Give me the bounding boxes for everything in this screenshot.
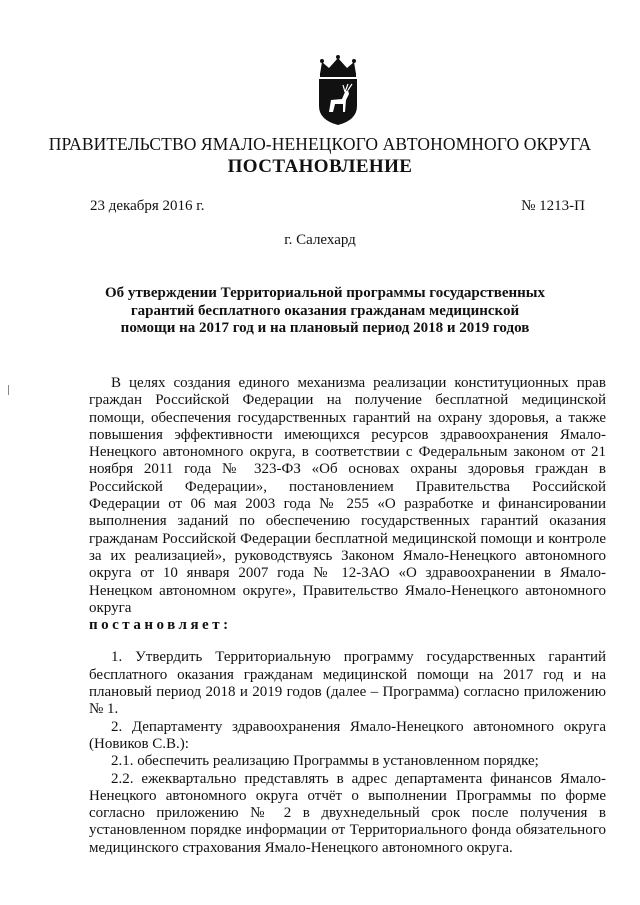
document-date: 23 декабря 2016 г. <box>90 198 205 214</box>
document-title-line: гарантий бесплатного оказания гражданам медицинской <box>130 302 520 319</box>
document-number: № 1213-П <box>521 198 585 214</box>
margin-mark <box>8 385 9 395</box>
document-city: г. Салехард <box>284 232 356 248</box>
item-2-1: 2.1. обеспечить реализацию Программы в установленном порядке; <box>111 753 539 770</box>
document-body <box>89 375 606 857</box>
item-1: 1. Утвердить Территориальную программу государственных гарантий бесплатного оказания гражданам медицинской помощи на 2017 год и на плановый период 2018 и 2019 годов (далее – Программа) согласно приложению № 1. <box>89 649 606 718</box>
item-2-2: 2.2. ежеквартально представлять в адрес департамента финансов Ямало-Ненецкого автономного округа отчёт о выполнении Программы по форме согласно приложению № 2 в двухнедельный срок после получения в установленном порядке информации от Территориального фонда обязательного медицинского страхования Ямало-Ненецкого автономного округа. <box>89 770 606 856</box>
document-title <box>100 285 550 338</box>
government-title: ПРАВИТЕЛЬСТВО ЯМАЛО-НЕНЕЦКОГО АВТОНОМНОГО ОКРУГА <box>48 134 592 154</box>
coat-of-arms-emblem <box>312 54 364 126</box>
document-title-line: Об утверждении Территориальной программы государственных <box>105 285 545 301</box>
preamble-paragraph: В целях создания единого механизма реализации конституционных прав граждан Российской Федерации на получение бесплатной медицинской помощи, обеспечения государственных гарантий на охрану здоровья, а также повышения эффективности имеющихся ресурсов здравоохранения Ямало-Ненецкого автономного округа, в соответствии с Федеральным законом от 21 ноября 2011 года № 323-ФЗ «Об основах охраны здоровья граждан в Российской Федерации», постановлением Правительства Российской Федерации от 06 мая 2003 года № 255 «О разработке и финансировании выполнения заданий по обеспечению государственных гарантий оказания гражданам Российской Федерации бесплатной медицинской помощи и контроле за их реализацией», руководствуясь Законом Ямало-Ненецкого автономного округа от 10 января 2007 года № 12-ЗАО «О здравоохранении в Ямало-Ненецком автономном округе», Правительство Ямало-Ненецкого автономного округа <box>89 375 606 616</box>
document-type-heading: ПОСТАНОВЛЕНИЕ <box>227 156 413 177</box>
resolves-word <box>89 617 606 634</box>
document-title-line: помощи на 2017 год и на плановый период 2018 и 2019 годов <box>120 320 530 336</box>
resolves-text: постановляет: <box>89 617 232 634</box>
item-2: 2. Департаменту здравоохранения Ямало-Ненецкого автономного округа (Новиков С.В.): <box>89 718 606 752</box>
paragraph-gap <box>89 634 606 649</box>
